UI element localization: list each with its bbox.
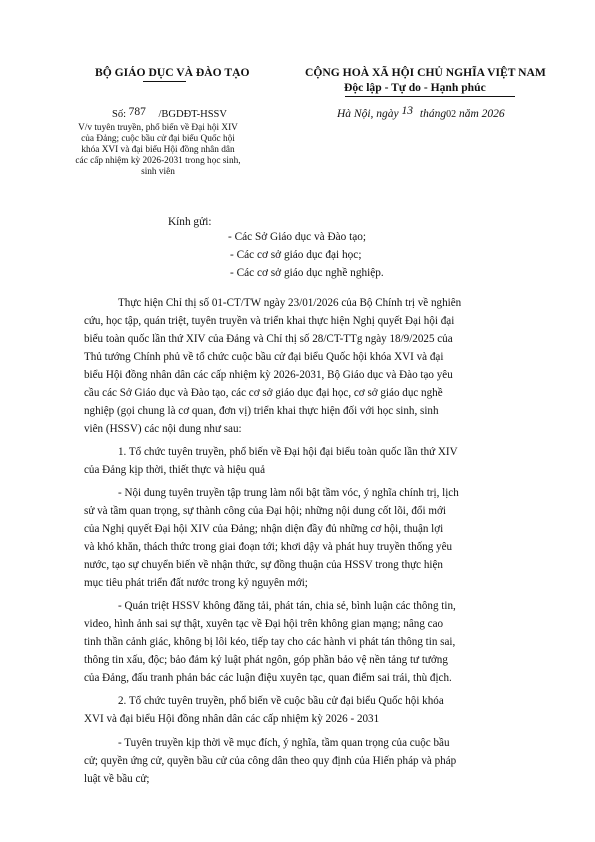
body-line: của Đảng, đấu tranh phản bác các luận điệu xuyên tạc, quan điểm sai trái, thù địch.: [84, 672, 452, 684]
motto-underline: [345, 96, 515, 97]
date-month-label: tháng: [419, 108, 447, 120]
section-heading: 1. Tổ chức tuyên truyền, phổ biến về Đại hội đại biểu toàn quốc lần thứ XIV: [118, 446, 458, 458]
date-day: 13: [401, 105, 414, 117]
subject-line: sinh viên: [141, 167, 175, 177]
subject-line: V/v tuyên truyền, phổ biến về Đại hội XIV: [78, 123, 238, 133]
subject-line: các cấp nhiệm kỳ 2026-2031 trong học sinh,: [75, 156, 241, 166]
date-year: năm 2026: [458, 108, 505, 120]
recipient-item: [230, 267, 384, 279]
section-heading: XVI và đại biểu Hội đồng nhân dân các cấp nhiệm kỳ 2026 - 2031: [84, 713, 380, 725]
ministry-underline: [143, 81, 186, 82]
doc-number-code: /BGDĐT-HSSV: [158, 109, 227, 120]
date-month: 02: [446, 109, 457, 120]
body-line: mục tiêu phát triển đất nước trong kỷ nguyên mới;: [84, 577, 308, 589]
recipient-text: - Các cơ sở giáo dục nghề nghiệp.: [230, 267, 384, 279]
body-line: luật về bầu cử;: [84, 773, 150, 785]
subject-line: khóa XVI và đại biểu Hội đồng nhân dân: [81, 145, 235, 155]
motto-text: Độc lập - Tự do - Hạnh phúc: [344, 81, 486, 94]
body-line: của Nghị quyết Đại hội XIV của Đảng; nhận diện đầy đủ những cơ hội, thuận lợi: [84, 523, 444, 535]
greeting-text: Kính gửi:: [168, 216, 212, 228]
ministry-name: [95, 66, 250, 79]
section-heading: của Đảng kịp thời, thiết thực và hiệu quả: [84, 464, 266, 476]
body-line: cầu các Sở Giáo dục và Đào tạo, các cơ sở giáo dục đại học, cơ sở giáo dục nghề: [84, 387, 443, 399]
body-line: - Tuyên truyền kịp thời về mục đích, ý nghĩa, tầm quan trọng của cuộc bầu: [118, 737, 450, 749]
body-line: biểu Hội đồng nhân dân các cấp nhiệm kỳ 2026-2031, Bộ Giáo dục và Đào tạo yêu: [84, 369, 453, 381]
date-prefix: Hà Nội, ngày: [337, 108, 399, 120]
body-line: thông tin xấu, độc; bảo đảm kỷ luật phát ngôn, góp phần bảo vệ nền tảng tư tưởng: [84, 654, 448, 666]
body-line: tinh thần cảnh giác, không bị lôi kéo, tiếp tay cho các hành vi phát tán thông tin sai,: [84, 636, 456, 648]
body-line: video, hình ảnh sai sự thật, xuyên tạc về Đại hội trên không gian mạng; nâng cao: [84, 618, 444, 630]
section-heading: 2. Tổ chức tuyên truyền, phổ biến về cuộc bầu cử đại biểu Quốc hội khóa: [118, 695, 444, 707]
motto: [344, 81, 486, 94]
country-name-text: CỘNG HOÀ XÃ HỘI CHỦ NGHĨA VIỆT NAM: [305, 66, 546, 79]
doc-number-label: Số:: [112, 109, 127, 120]
body-line: sử và tầm quan trọng, sự thành công của Đại hội; những nội dung cốt lõi, đổi mới: [84, 505, 446, 517]
recipient-text: - Các cơ sở giáo dục đại học;: [230, 249, 362, 261]
recipient-item: [228, 231, 366, 243]
body-line: nước, tạo sự chuyển biến về nhận thức, sự đồng thuận của HSSV trong thực hiện: [84, 559, 443, 571]
document-number: [112, 108, 227, 120]
body-line: viên (HSSV) các nội dung như sau:: [84, 423, 242, 435]
body-line: - Quán triệt HSSV không đăng tải, phát tán, chia sẻ, bình luận các thông tin,: [118, 600, 456, 612]
subject-block: [58, 123, 258, 178]
body-line: - Nội dung tuyên truyền tập trung làm nổi bật tầm vóc, ý nghĩa chính trị, lịch: [118, 487, 459, 499]
recipient-item: [230, 249, 361, 261]
date-line: [337, 105, 505, 120]
country-name: [305, 66, 546, 79]
greeting: [168, 216, 211, 228]
body-line: Thực hiện Chỉ thị số 01-CT/TW ngày 23/01/2026 của Bộ Chính trị về nghiên: [118, 297, 462, 309]
body-line: biểu toàn quốc lần thứ XIV của Đảng và Chỉ thị số 28/CT-TTg ngày 18/9/2025 của: [84, 333, 453, 345]
body-line: và khó khăn, thách thức trong giai đoạn tới; khơi dậy và phát huy truyền thống yêu: [84, 541, 453, 553]
body-line: cứu, học tập, quán triệt, tuyên truyền và triển khai thực hiện Nghị quyết Đại hội đại: [84, 315, 455, 327]
doc-number-value: 787: [128, 106, 146, 118]
body-line: nghiệp (gọi chung là cơ quan, đơn vị) triển khai thực hiện đối với học sinh, sinh: [84, 405, 439, 417]
ministry-name-text: BỘ GIÁO DỤC VÀ ĐÀO TẠO: [95, 66, 250, 79]
body-line: Thủ tướng Chính phủ về tổ chức cuộc bầu cử đại biểu Quốc hội khóa XVI và đại: [84, 351, 444, 363]
recipient-text: - Các Sở Giáo dục và Đào tạo;: [228, 231, 367, 243]
subject-line: của Đảng; cuộc bầu cử đại biểu Quốc hội: [81, 134, 235, 144]
body-line: cử; quyền ứng cử, quyền bầu cử của công dân theo quy định của Hiến pháp và pháp: [84, 755, 457, 767]
